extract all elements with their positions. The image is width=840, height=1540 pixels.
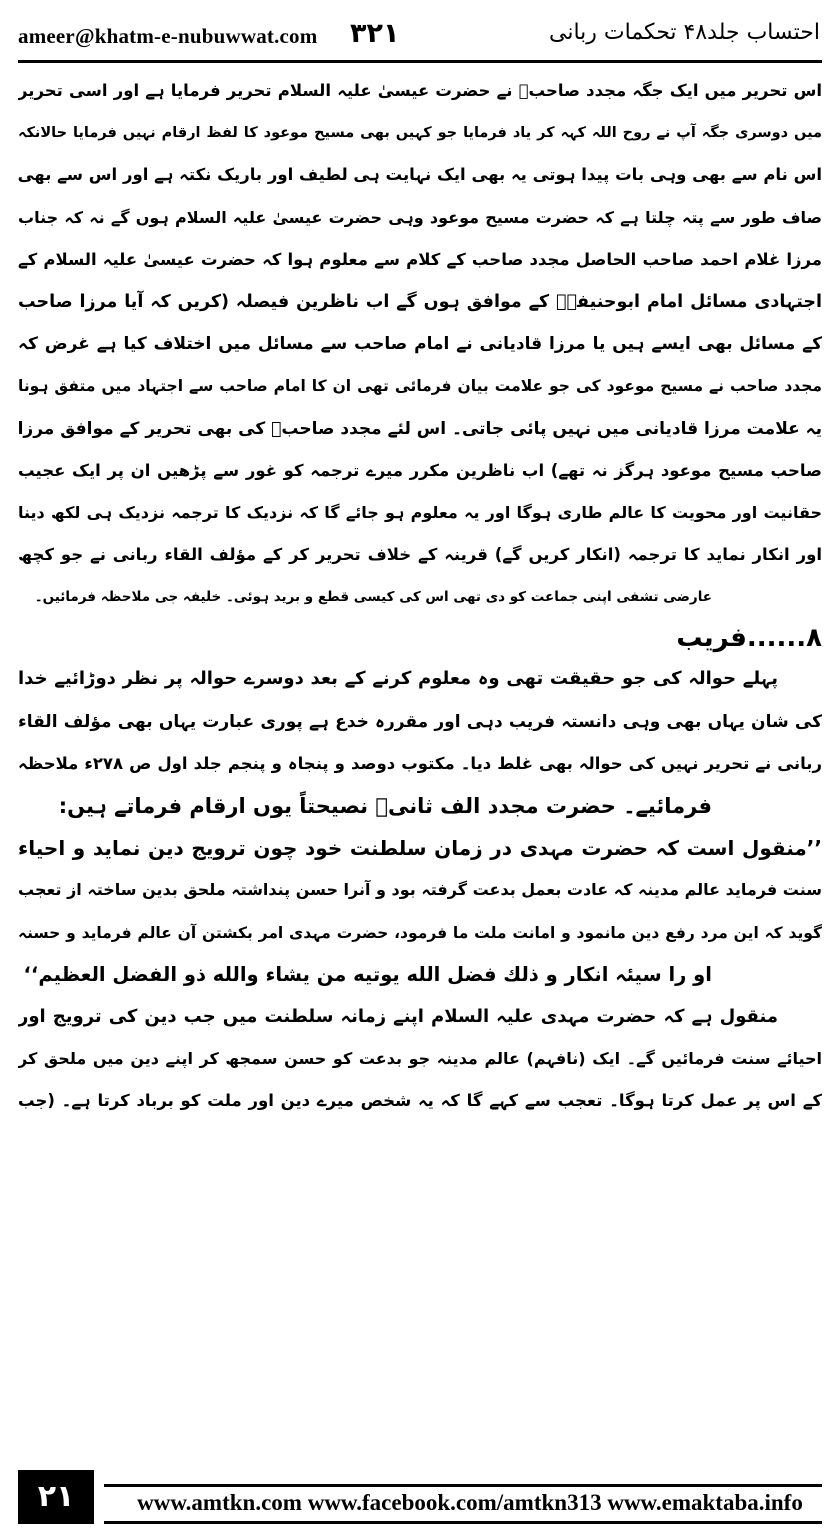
- text-line: یہ علامت مرزا قادیانی میں نہیں پائی جاتی۔ اس لئے مجدد صاحبؒ کی بھی تحریر کے موافق مرزا: [18, 418, 822, 439]
- text-line: کی شان یہاں بھی وہی دانستہ فریب دہی اور مقررہ خدع ہے پوری عبارت یہاں بھی مؤلف القاء: [18, 711, 822, 732]
- header-rule: [18, 60, 822, 63]
- header-email: ameer@khatm-e-nubuwwat.com: [18, 24, 318, 48]
- quote-line: ’’منقول است کہ حضرت مہدی در زمان سلطنت خود چون ترویج دین نماید و احیاء: [18, 836, 822, 861]
- page-footer: [18, 1470, 822, 1532]
- text-line: منقول ہے کہ حضرت مہدی علیہ السلام اپنے زمانہ سلطنت میں جب دین کی ترویج اور: [18, 1005, 778, 1027]
- footer-rule-bottom: [104, 1521, 822, 1524]
- quote-line: او را سیئہ انکار و ذلك فضل الله يوتيه من يشاء والله ذو الفضل العظيم‘‘: [23, 962, 712, 986]
- text-line: اور انکار نماید کا ترجمہ (انکار کریں گے) قرینہ کے خلاف تحریر کر کے مؤلف القاء ربانی نے جو کچھ: [18, 545, 822, 565]
- text-line: ربانی نے تحریر نہیں کی حوالہ بھی غلط دیا۔ مکتوب دوصد و پنجاہ و پنجم جلد اول ص ۲۷۸ء ملاحظہ: [18, 753, 822, 773]
- text-line: اس تحریر میں ایک جگہ مجدد صاحبؒ نے حضرت عیسیٰ علیہ السلام تحریر فرمایا ہے اور اسی تحریر: [18, 81, 822, 100]
- header-book-title: احتساب جلد۴۸ تحکمات ربانی: [549, 20, 820, 45]
- header-page-number: ۳۲۱: [350, 18, 400, 49]
- text-line: کے اس پر عمل کرتا ہوگا۔ تعجب سے کہے گا کہ یہ شخص میرے دین اور ملت کو برباد کرتا ہے۔ (جب: [18, 1091, 822, 1111]
- text-line: فرمائیے۔ حضرت مجدد الف ثانیؒ نصیحتاً یوں ارقام فرماتے ہیں:: [58, 794, 712, 818]
- body-text: [18, 70, 822, 1123]
- text-line: پہلے حوالہ کی جو حقیقت تھی وہ معلوم کرنے کے بعد دوسرے حوالہ پر نظر دوڑائیے خدا: [18, 668, 778, 690]
- text-line: اجتہادی مسائل امام ابوحنیفہؒ کے موافق ہوں گے اب ناظرین فیصلہ (کریں کہ آیا مرزا صاحب: [18, 291, 822, 312]
- text-line: صاف طور سے پتہ چلتا ہے کہ حضرت مسیح موعود وہی حضرت عیسیٰ علیہ السلام ہوں گے نہ کہ جناب: [18, 207, 822, 227]
- text-line: اس نام سے بھی وہی بات پیدا ہوتی یہ بھی ایک نہایت ہی لطیف اور باریک نکتہ ہے اور اس سے بھی: [18, 165, 822, 185]
- text-line: مجدد صاحب نے مسیح موعود کی جو علامت بیان فرمائی تھی ان کا امام صاحب سے اجتہاد میں متفق ہونا: [18, 377, 822, 396]
- footer-page-number: ۲۱: [18, 1470, 94, 1524]
- text-line: عارضی تشفی اپنی جماعت کو دی تھی اس کی کیسی قطع و برید ہوئی۔ خلیفہ جی ملاحظہ فرمائیں۔: [34, 589, 712, 606]
- footer-rule-top: [104, 1484, 822, 1487]
- text-line: کے مسائل بھی ایسے ہیں یا مرزا قادیانی نے امام صاحب سے مسائل میں اختلاف کیا ہے غرض کہ: [18, 334, 822, 355]
- footer-links[interactable]: www.amtkn.com www.facebook.com/amtkn313 www.emaktaba.info: [137, 1490, 803, 1515]
- text-line: حقانیت اور محویت کا عالم طاری ہوگا اور یہ معلوم ہو جائے گا کہ نزدیک کا ترجمہ نزدیک ہی لکھ دینا: [18, 502, 822, 522]
- quote-line: گوید کہ این مرد رفع دین مانمود و امانت ملت ما فرمود، حضرت مہدی امر بکشتن آن عالم فرماید و حسنہ: [18, 923, 822, 942]
- page-header: [18, 18, 822, 54]
- text-line: صاحب مسیح موعود ہرگز نہ تھے) اب ناظرین مکرر میرے ترجمہ کو غور سے پڑھیں ان پر ایک عجیب: [18, 460, 822, 480]
- section-heading: ۸......فریب: [676, 623, 822, 654]
- text-line: احیائے سنت فرمائیں گے۔ ایک (نافہم) عالم مدینہ جو بدعت کو حسن سمجھ کر اپنے دین میں ملحق کر: [18, 1049, 822, 1069]
- quote-line: سنت فرماید عالم مدینہ کہ عادت بعمل بدعت گرفتہ بود و آنرا حسن پنداشتہ ملحق بدین ساختہ از تعجب: [18, 880, 822, 900]
- text-line: میں دوسری جگہ آپ نے روح اللہ کہہ کر یاد فرمایا جو کہیں بھی مسیح موعود کا لفظ ارقام نہیں فرمایا حالانکہ: [18, 125, 822, 142]
- text-line: مرزا غلام احمد صاحب الحاصل مجدد صاحب کے کلام سے معلوم ہوا کہ حضرت عیسیٰ علیہ السلام کے: [18, 249, 822, 269]
